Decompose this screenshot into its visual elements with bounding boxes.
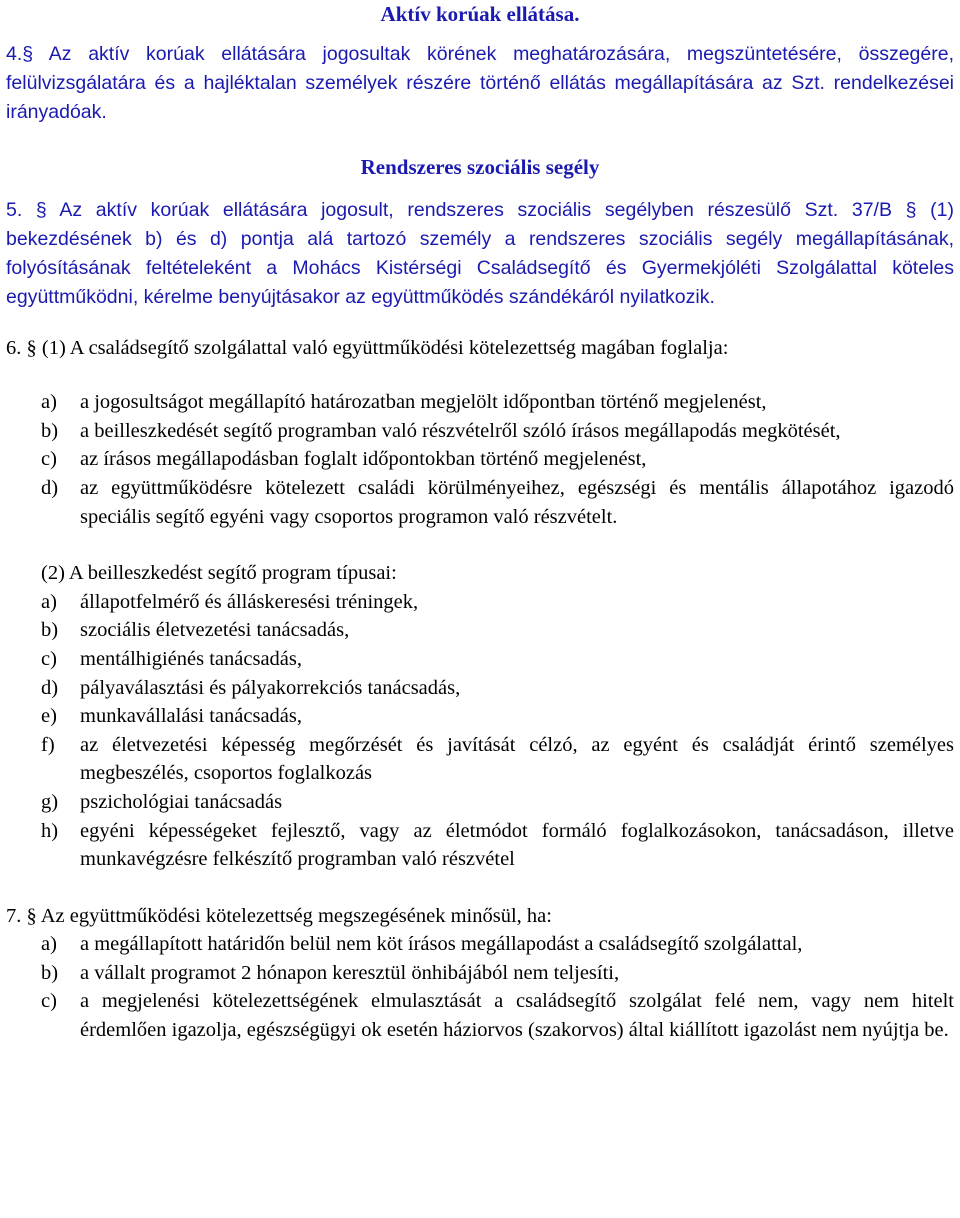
list-marker: d) [41,676,59,699]
list-item-text: egyéni képességeket fejlesztő, vagy az életmódot formáló foglalkozásokon, tanácsadáson, illetve munkavégzésre felkészítő programban való részvétel [80,819,954,871]
list-marker: e) [41,705,57,728]
list-item [6,987,954,1044]
list-item [6,674,954,703]
list-item [6,445,954,474]
list-marker: a) [41,933,57,956]
list-marker: d) [41,476,59,499]
list-marker: c) [41,990,57,1013]
list-marker: c) [41,647,57,670]
list-item-text: pályaválasztási és pályakorrekciós tanácsadás, [80,676,461,699]
document-page [6,0,954,1045]
list-item-text: állapotfelmérő és álláskeresési tréningek, [80,590,419,613]
list-item-text: munkavállalási tanácsadás, [80,705,302,728]
list-item [6,731,954,788]
list-item [6,959,954,988]
list-marker: f) [41,733,55,756]
section-4-text: Az aktív korúak ellátására jogosultak körének meghatározására, megszüntetésére, összegére, felülvizsgálatára és a hajléktalan személyek részére történő ellátás megállapítására az Szt. rendelkezései irányadóak. [6,43,954,123]
list-item [6,817,954,874]
list-item-text: a megjelenési kötelezettségének elmulasztását a családsegítő szolgálat felé nem, vagy nem hitelt érdemlően igazolja, egészségügyi ok esetén háziorvos (szakorvos) által kiállított igazolást nem nyújtja be. [80,990,954,1042]
section-7-intro: 7. § Az együttműködési kötelezettség megszegésének minősül, ha: [6,904,552,927]
list-marker: a) [41,590,57,613]
list-marker: b) [41,619,59,642]
section-6-2-intro: (2) A beilleszkedést segítő program típusai: [41,562,397,585]
list-item-text: a megállapított határidőn belül nem köt írásos megállapodást a családsegítő szolgálattal, [80,933,803,956]
list-item [6,788,954,817]
list-item [6,702,954,731]
list-item [6,474,954,531]
list-marker: g) [41,790,59,813]
list-item [6,417,954,446]
list-item-text: a vállalt programot 2 hónapon keresztül önhibájából nem teljesíti, [80,961,620,984]
list-marker: a) [41,391,57,414]
list-item [6,388,954,417]
list-marker: b) [41,961,59,984]
list-item-text: mentálhigiénés tanácsadás, [80,647,302,670]
section-5: 5. § Az aktív korúak ellátására jogosult, rendszeres szociális segélyben részesülő Szt. 37/B § (1) bekezdésének b) és d) pontja alá tartozó személy a rendszeres szociális segély megállapításának, folyósításának feltételeként a Mohács Kistérségi Családsegítő és Gyermekjóléti Szolgálattal köteles együttműködni, kérelme benyújtásakor az együttműködés szándékáról nyilatkozik. [6,198,954,308]
heading-rendszeres-segely: Rendszeres szociális segély [360,155,600,179]
list-item-text: az írásos megállapodásban foglalt időpontokban történő megjelenést, [80,448,647,471]
section-6-intro: 6. § (1) A családsegítő szolgálattal való együttműködési kötelezettség magában foglalja: [6,336,729,359]
list-marker: b) [41,419,59,442]
list-item [6,645,954,674]
list-item [6,930,954,959]
list-item [6,616,954,645]
list-item-text: pszichológiai tanácsadás [80,790,283,813]
list-item [6,588,954,617]
section-6-obligations [6,388,954,531]
section-7-breaches [6,930,954,1044]
list-item-text: az együttműködésre kötelezett családi körülményeihez, egészségi és mentális állapotához igazodó speciális segítő egyéni vagy csoportos programon való részvételt. [80,476,954,528]
document-title: Aktív korúak ellátása. [380,2,580,26]
section-sign: § [22,43,34,65]
list-item-text: szociális életvezetési tanácsadás, [80,619,350,642]
section-4 [6,40,954,127]
section-4-number: 4. [6,43,23,65]
list-marker: c) [41,448,57,471]
program-types [6,588,954,874]
list-item-text: a beilleszkedését segítő programban való részvételről szóló írásos megállapodás megkötését, [80,419,841,442]
list-item-text: az életvezetési képesség megőrzését és javítását célzó, az egyént és családját érintő személyes megbeszélés, csoportos foglalkozás [80,733,954,785]
list-item-text: a jogosultságot megállapító határozatban megjelölt időpontban történő megjelenést, [80,391,767,414]
list-marker: h) [41,819,59,842]
